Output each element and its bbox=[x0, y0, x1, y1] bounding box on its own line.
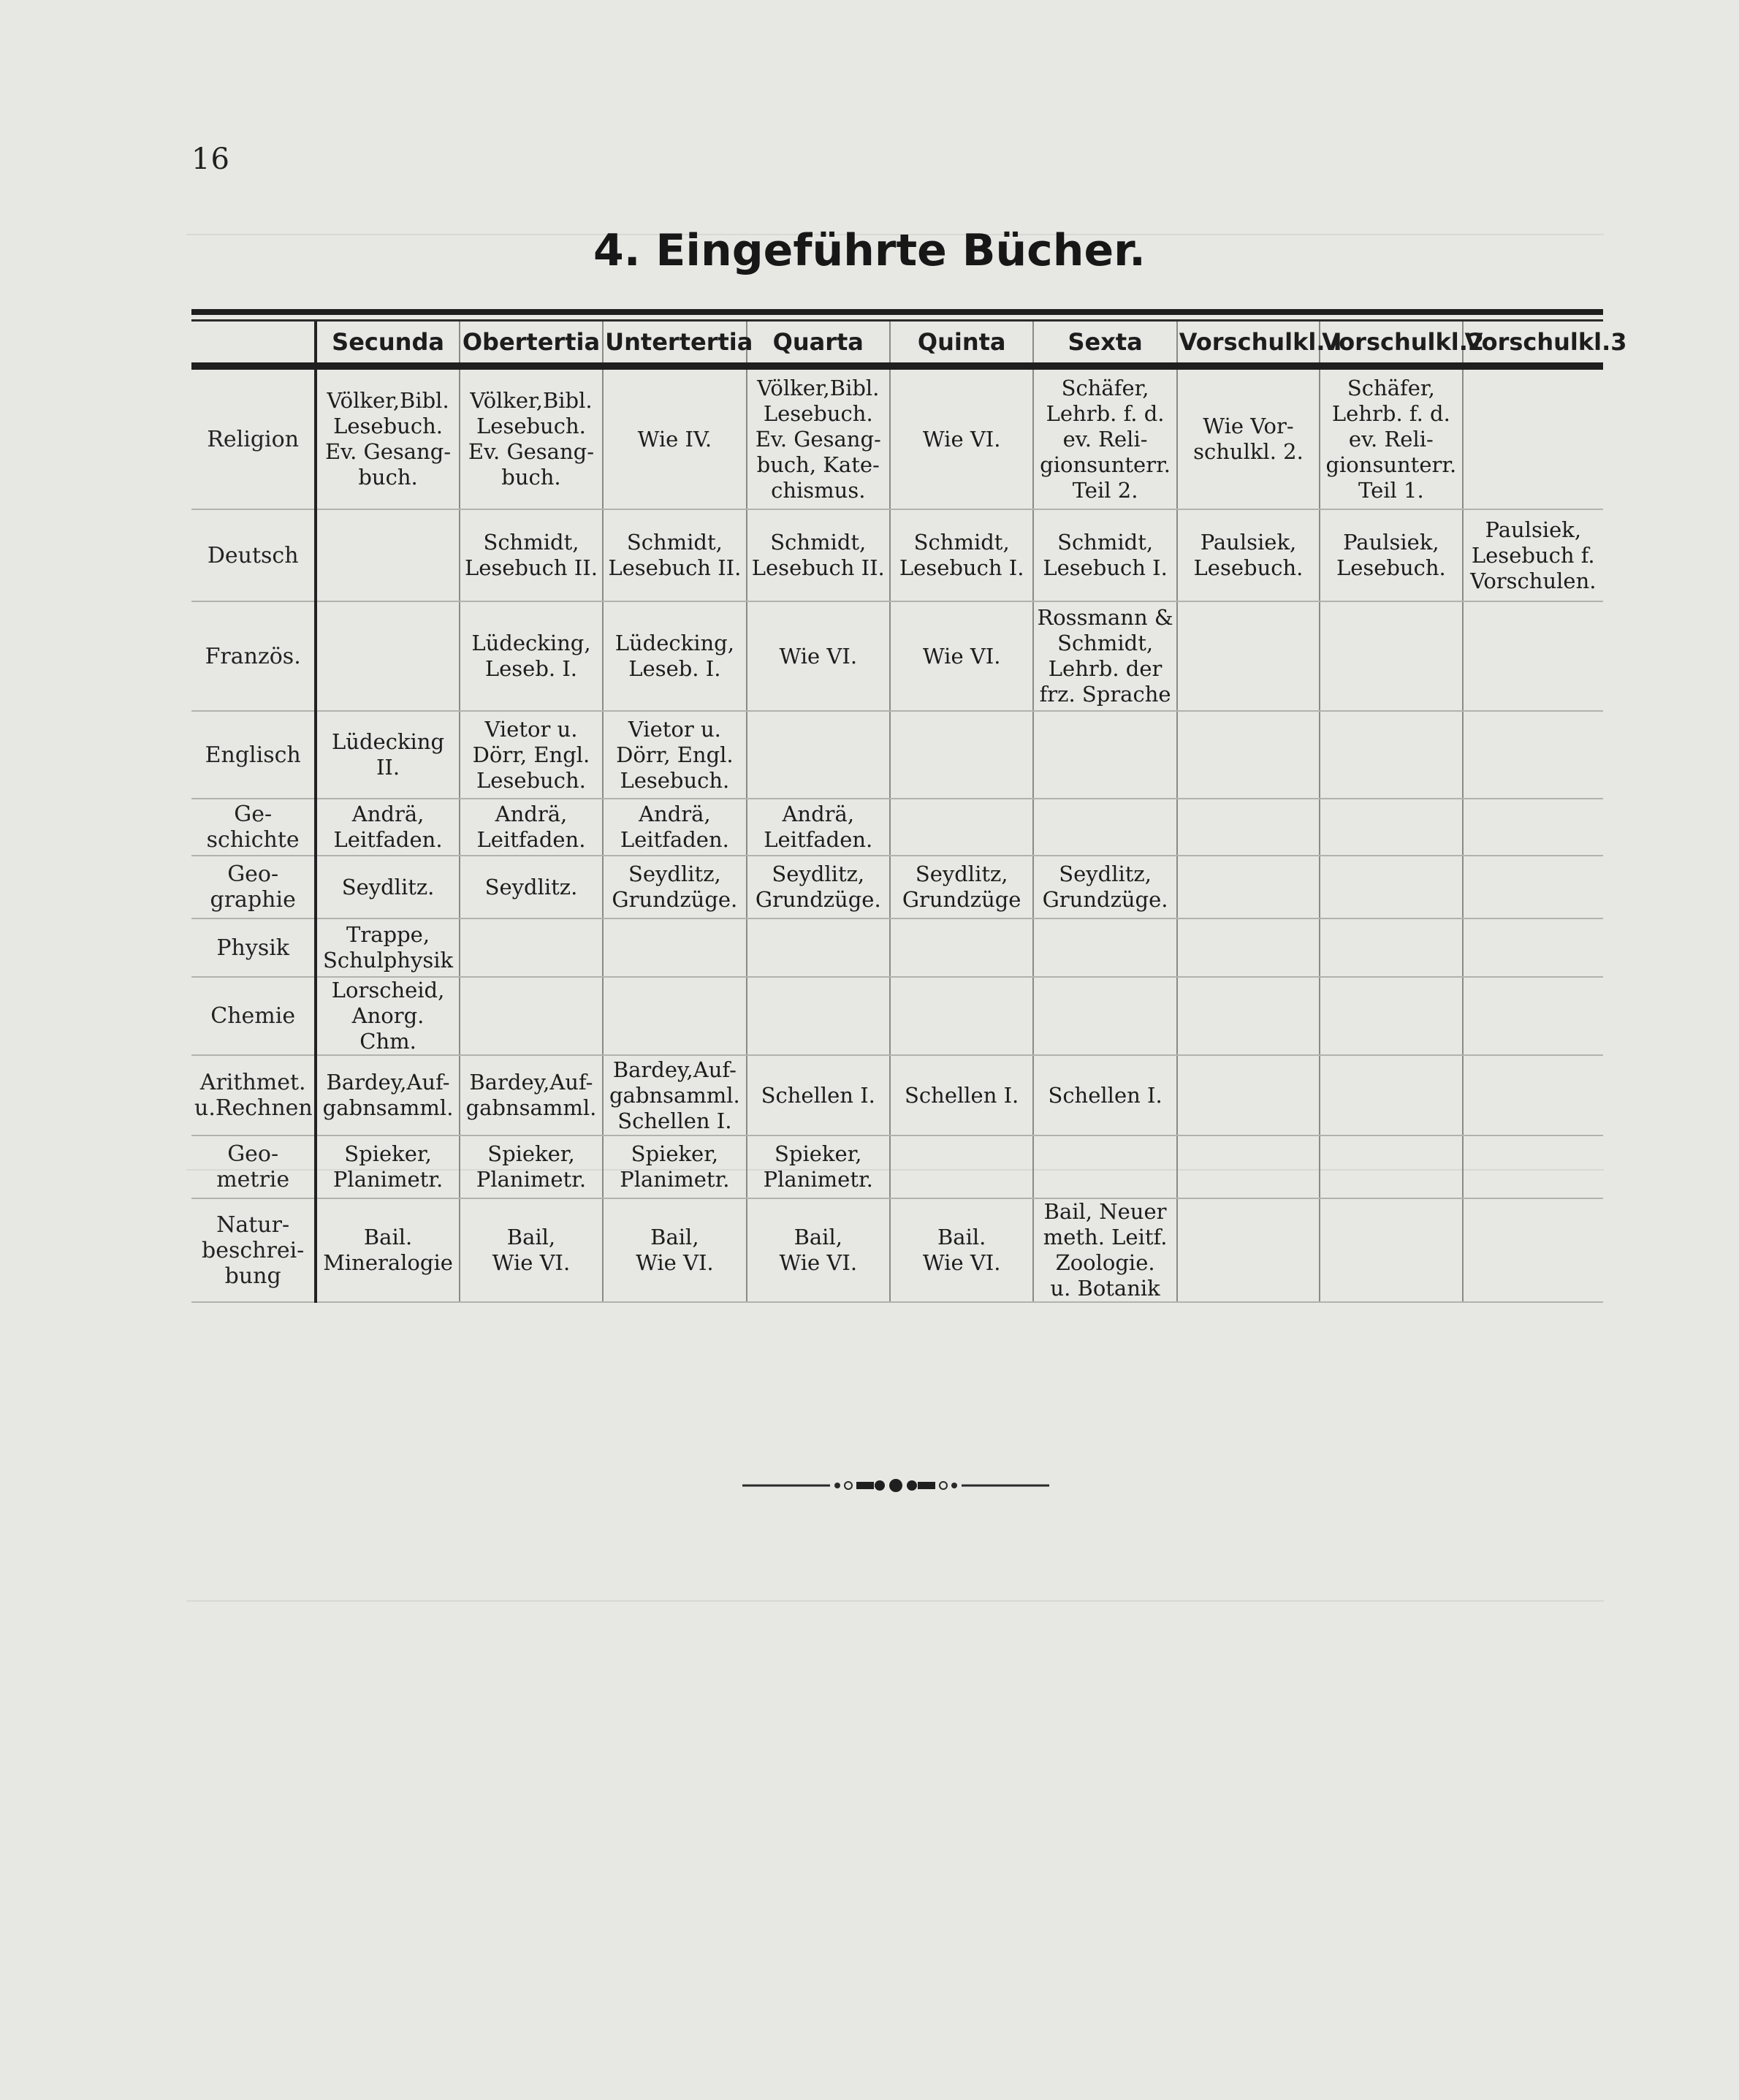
table-cell: Paulsiek, Lesebuch f. Vorschulen. bbox=[1463, 509, 1603, 601]
row-subject: Ge- schichte bbox=[191, 799, 316, 856]
table-cell bbox=[603, 918, 746, 977]
table-cell bbox=[890, 799, 1033, 856]
table-cell bbox=[1177, 1055, 1320, 1135]
table-cell bbox=[890, 977, 1033, 1055]
table-cell bbox=[747, 711, 890, 799]
table-cell: Andrä, Leitfaden. bbox=[460, 799, 603, 856]
table-cell bbox=[1320, 856, 1462, 918]
table-row bbox=[191, 799, 1603, 856]
table-row bbox=[191, 366, 1603, 509]
decorative-divider bbox=[742, 1476, 1049, 1495]
table-cell: Schäfer, Lehrb. f. d. ev. Reli- gionsunterr. Teil 1. bbox=[1320, 366, 1462, 509]
table-cell bbox=[1463, 1198, 1603, 1302]
table-cell bbox=[1463, 1055, 1603, 1135]
table-cell: Bardey,Auf- gabnsamml. Schellen I. bbox=[603, 1055, 746, 1135]
table-cell: Paulsiek, Lesebuch. bbox=[1320, 509, 1462, 601]
header-quinta: Quinta bbox=[890, 322, 1033, 366]
table-cell bbox=[1320, 1135, 1462, 1198]
table-cell: Schellen I. bbox=[747, 1055, 890, 1135]
row-subject: Französ. bbox=[191, 601, 316, 711]
table-row bbox=[191, 1135, 1603, 1198]
table-cell bbox=[1320, 977, 1462, 1055]
table-cell bbox=[1463, 711, 1603, 799]
table-cell: Andrä, Leitfaden. bbox=[316, 799, 459, 856]
table-cell: Schmidt, Lesebuch II. bbox=[747, 509, 890, 601]
table-cell: Vietor u. Dörr, Engl. Lesebuch. bbox=[460, 711, 603, 799]
bleed-through-line bbox=[186, 1600, 1604, 1602]
table-cell bbox=[1033, 711, 1176, 799]
table-cell bbox=[747, 977, 890, 1055]
table-cell bbox=[1177, 1135, 1320, 1198]
table-cell bbox=[460, 918, 603, 977]
table-cell bbox=[603, 977, 746, 1055]
table-row bbox=[191, 1198, 1603, 1302]
page-title: 4. Eingeführte Bücher. bbox=[593, 225, 1146, 276]
table-row bbox=[191, 1055, 1603, 1135]
table-cell bbox=[316, 601, 459, 711]
table-cell bbox=[1177, 799, 1320, 856]
books-table bbox=[191, 322, 1627, 1303]
table-cell bbox=[1463, 918, 1603, 977]
table-cell: Bardey,Auf- gabnsamml. bbox=[460, 1055, 603, 1135]
table-cell: Wie VI. bbox=[890, 601, 1033, 711]
table-cell: Vietor u. Dörr, Engl. Lesebuch. bbox=[603, 711, 746, 799]
books-table-container bbox=[191, 309, 1627, 1301]
table-cell: Völker,Bibl. Lesebuch. Ev. Gesang- buch. bbox=[460, 366, 603, 509]
table-cell: Bail, Wie VI. bbox=[460, 1198, 603, 1302]
row-subject: Physik bbox=[191, 918, 316, 977]
table-cell bbox=[1463, 799, 1603, 856]
table-cell: Wie VI. bbox=[747, 601, 890, 711]
table-cell: Seydlitz. bbox=[460, 856, 603, 918]
table-cell bbox=[1177, 601, 1320, 711]
table-row bbox=[191, 977, 1603, 1055]
table-body bbox=[191, 366, 1603, 1302]
table-cell: Lüdecking, Leseb. I. bbox=[460, 601, 603, 711]
table-cell: Bail, Wie VI. bbox=[603, 1198, 746, 1302]
table-cell bbox=[1033, 799, 1176, 856]
table-cell: Schmidt, Lesebuch I. bbox=[1033, 509, 1176, 601]
table-cell: Bail. Mineralogie bbox=[316, 1198, 459, 1302]
table-cell bbox=[1177, 1198, 1320, 1302]
table-cell: Bail. Wie VI. bbox=[890, 1198, 1033, 1302]
table-cell: Trappe, Schulphysik bbox=[316, 918, 459, 977]
table-cell: Bail, Neuer meth. Leitf. Zoologie. u. Botanik bbox=[1033, 1198, 1176, 1302]
table-row bbox=[191, 509, 1603, 601]
table-cell bbox=[316, 509, 459, 601]
table-cell bbox=[1320, 711, 1462, 799]
table-cell bbox=[1033, 918, 1176, 977]
header-vorschulkl-3: Vorschulkl.3 bbox=[1463, 322, 1603, 366]
table-cell bbox=[890, 1135, 1033, 1198]
table-cell bbox=[1463, 366, 1603, 509]
table-cell bbox=[1320, 918, 1462, 977]
table-cell bbox=[1320, 1055, 1462, 1135]
table-cell: Paulsiek, Lesebuch. bbox=[1177, 509, 1320, 601]
table-cell: Seydlitz, Grundzüge bbox=[890, 856, 1033, 918]
table-cell bbox=[1463, 601, 1603, 711]
table-cell: Schellen I. bbox=[1033, 1055, 1176, 1135]
header-quarta: Quarta bbox=[747, 322, 890, 366]
table-cell: Rossmann & Schmidt, Lehrb. der frz. Sprache bbox=[1033, 601, 1176, 711]
table-cell: Seydlitz, Grundzüge. bbox=[747, 856, 890, 918]
row-subject: Geo- metrie bbox=[191, 1135, 316, 1198]
row-subject: Natur- beschrei- bung bbox=[191, 1198, 316, 1302]
table-cell: Bardey,Auf- gabnsamml. bbox=[316, 1055, 459, 1135]
header-subject bbox=[191, 322, 316, 366]
page-number: 16 bbox=[191, 142, 230, 176]
header-sexta: Sexta bbox=[1033, 322, 1176, 366]
table-cell bbox=[1320, 601, 1462, 711]
row-subject: Deutsch bbox=[191, 509, 316, 601]
table-cell bbox=[1177, 977, 1320, 1055]
table-cell: Wie VI. bbox=[890, 366, 1033, 509]
table-header-row bbox=[191, 322, 1603, 366]
header-secunda: Secunda bbox=[316, 322, 459, 366]
table-cell: Völker,Bibl. Lesebuch. Ev. Gesang- buch. bbox=[316, 366, 459, 509]
row-subject: Arithmet. u.Rechnen bbox=[191, 1055, 316, 1135]
table-cell bbox=[747, 918, 890, 977]
table-cell bbox=[1177, 918, 1320, 977]
table-cell: Bail, Wie VI. bbox=[747, 1198, 890, 1302]
table-cell: Andrä, Leitfaden. bbox=[747, 799, 890, 856]
table-cell bbox=[1033, 977, 1176, 1055]
table-cell bbox=[1320, 799, 1462, 856]
table-cell: Schmidt, Lesebuch II. bbox=[603, 509, 746, 601]
row-subject: Chemie bbox=[191, 977, 316, 1055]
table-row bbox=[191, 856, 1603, 918]
header-untertertia: Untertertia bbox=[603, 322, 746, 366]
table-cell: Wie Vor- schulkl. 2. bbox=[1177, 366, 1320, 509]
table-cell bbox=[890, 918, 1033, 977]
table-cell: Schmidt, Lesebuch I. bbox=[890, 509, 1033, 601]
table-cell: Seydlitz, Grundzüge. bbox=[603, 856, 746, 918]
table-cell: Spieker, Planimetr. bbox=[460, 1135, 603, 1198]
table-cell bbox=[1463, 977, 1603, 1055]
table-cell bbox=[890, 711, 1033, 799]
row-subject: Englisch bbox=[191, 711, 316, 799]
table-row bbox=[191, 918, 1603, 977]
table-cell: Lorscheid, Anorg. Chm. bbox=[316, 977, 459, 1055]
table-cell bbox=[1177, 856, 1320, 918]
table-top-rule bbox=[191, 309, 1603, 315]
table-cell: Seydlitz, Grundzüge. bbox=[1033, 856, 1176, 918]
table-cell: Völker,Bibl. Lesebuch. Ev. Gesang- buch, Kate- chismus. bbox=[747, 366, 890, 509]
header-vorschulkl-2: Vorschulkl.2 bbox=[1320, 322, 1462, 366]
table-cell: Seydlitz. bbox=[316, 856, 459, 918]
table-cell bbox=[1320, 1198, 1462, 1302]
table-row bbox=[191, 601, 1603, 711]
row-subject: Religion bbox=[191, 366, 316, 509]
table-cell: Lüdecking II. bbox=[316, 711, 459, 799]
table-row bbox=[191, 711, 1603, 799]
table-cell bbox=[460, 977, 603, 1055]
table-cell bbox=[1463, 856, 1603, 918]
table-cell: Schäfer, Lehrb. f. d. ev. Reli- gionsunterr. Teil 2. bbox=[1033, 366, 1176, 509]
row-subject: Geo- graphie bbox=[191, 856, 316, 918]
table-cell: Schmidt, Lesebuch II. bbox=[460, 509, 603, 601]
table-cell bbox=[1177, 711, 1320, 799]
table-cell bbox=[1033, 1135, 1176, 1198]
table-cell: Schellen I. bbox=[890, 1055, 1033, 1135]
table-cell: Wie IV. bbox=[603, 366, 746, 509]
table-cell: Lüdecking, Leseb. I. bbox=[603, 601, 746, 711]
table-cell: Andrä, Leitfaden. bbox=[603, 799, 746, 856]
table-cell bbox=[1463, 1135, 1603, 1198]
table-cell: Spieker, Planimetr. bbox=[603, 1135, 746, 1198]
header-vorschulkl-i: Vorschulkl. I bbox=[1177, 322, 1320, 366]
table-cell: Spieker, Planimetr. bbox=[747, 1135, 890, 1198]
header-obertertia: Obertertia bbox=[460, 322, 603, 366]
table-cell: Spieker, Planimetr. bbox=[316, 1135, 459, 1198]
